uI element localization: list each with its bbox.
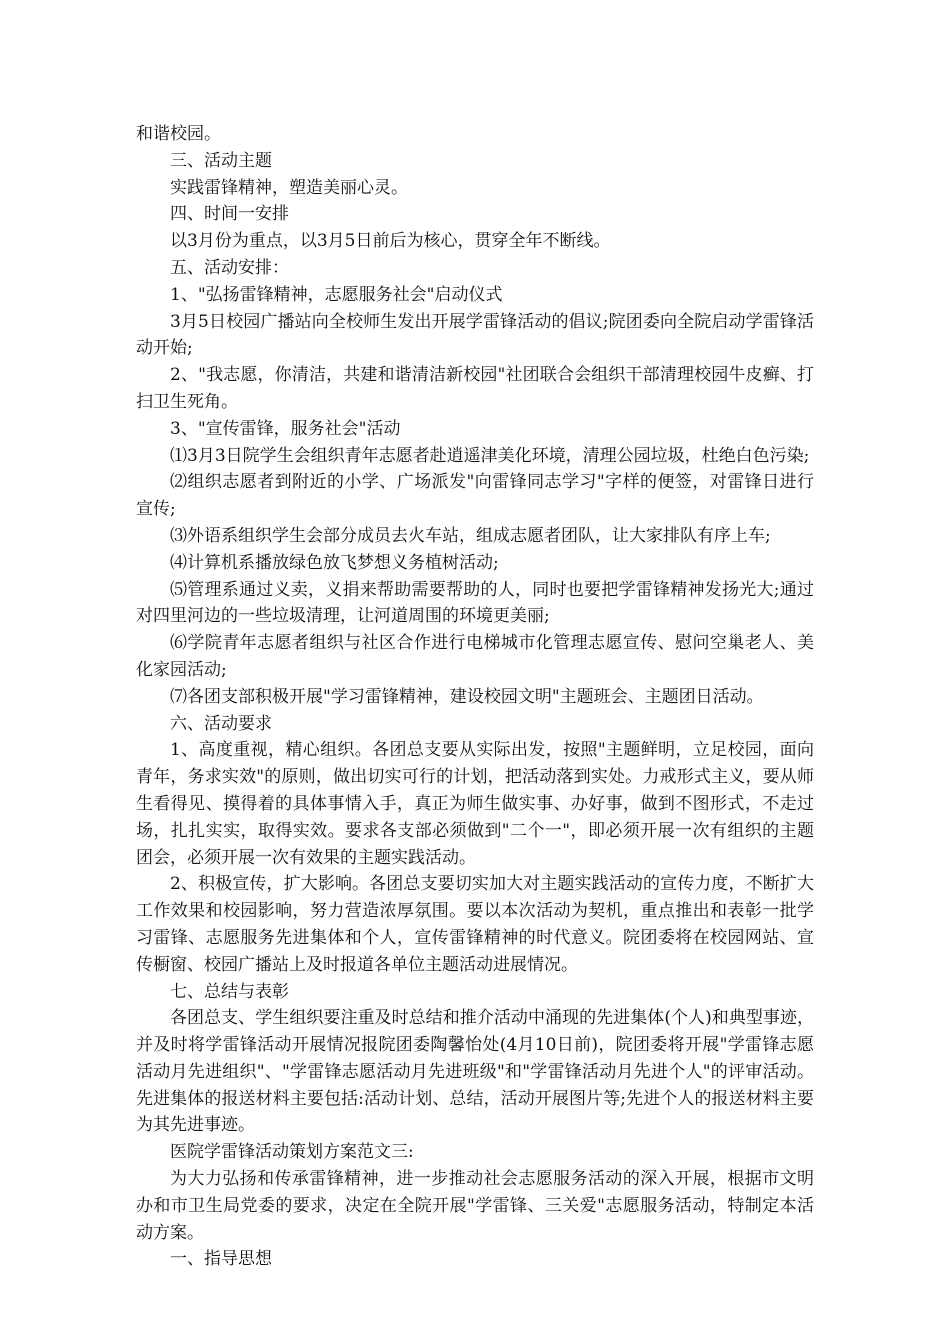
paragraph: 实践雷锋精神，塑造美丽心灵。 [170, 177, 408, 198]
paragraph: 六、活动要求 [170, 713, 272, 734]
paragraph: 2、"我志愿，你清洁，共建和谐清洁新校园"社团联合会组织干部清理校园牛皮癣、打扫卫生死角。 [136, 365, 814, 412]
paragraph: 各团总支、学生组织要注重及时总结和推介活动中涌现的先进集体(个人)和典型事迹，并及时将学雷锋活动开展情况报院团委陶馨怡处(4月10日前)，院团委将开展"学雷锋志愿活动月先进组织"、"学雷锋志愿活动月先进班级"和"学雷锋活动月先进个人"的评审活动。先进集体的报送材料主要包括:活动计划、总结，活动开展图片等;先进个人的报送材料主要为其先进事迹。 [136, 1008, 814, 1136]
paragraph: 和谐校园。 [136, 124, 221, 144]
paragraph: 三、活动主题 [170, 150, 272, 171]
paragraph: ⑶外语系组织学生会部分成员去火车站，组成志愿者团队，让大家排队有序上车; [170, 525, 771, 546]
paragraph: 以3月份为重点，以3月5日前后为核心，贯穿全年不断线。 [170, 231, 611, 252]
paragraph: 1、高度重视，精心组织。各团总支要从实际出发，按照"主题鲜明，立足校园，面向青年，务求实效"的原则，做出切实可行的计划，把活动落到实处。力戒形式主义，要从师生看得见、摸得着的具体事情入手，真正为师生做实事、办好事，做到不图形式，不走过场，扎扎实实，取得实效。要求各支部必须做到"二个一"，即必须开展一次有组织的主题团会，必须开展一次有效果的主题实践活动。 [136, 740, 814, 868]
paragraph: ⑹学院青年志愿者组织与社区合作进行电梯城市化管理志愿宣传、慰问空巢老人、美化家园活动; [136, 633, 814, 680]
paragraph: 3、"宣传雷锋，服务社会"活动 [170, 418, 401, 439]
paragraph: 1、"弘扬雷锋精神，志愿服务社会"启动仪式 [170, 284, 503, 305]
paragraph: ⑴3月3日院学生会组织青年志愿者赴逍遥津美化环境，清理公园垃圾，杜绝白色污染; [170, 445, 810, 466]
paragraph: 医院学雷锋活动策划方案范文三: [170, 1142, 414, 1163]
paragraph: ⑷计算机系播放绿色放飞梦想义务植树活动; [170, 552, 499, 573]
paragraph: ⑸管理系通过义卖，义捐来帮助需要帮助的人，同时也要把学雷锋精神发扬光大;通过对四里河边的一些垃圾清理，让河道周围的环境更美丽; [136, 579, 814, 627]
paragraph: 2、积极宣传，扩大影响。各团总支要切实加大对主题实践活动的宣传力度，不断扩大工作效果和校园影响，努力营造浓厚氛围。要以本次活动为契机，重点推出和表彰一批学习雷锋、志愿服务先进集体和个人，宣传雷锋精神的时代意义。院团委将在校园网站、宣传橱窗、校园广播站上及时报道各单位主题活动进展情况。 [136, 874, 814, 975]
paragraph: 四、时间一安排 [170, 204, 289, 225]
paragraph: ⑵组织志愿者到附近的小学、广场派发"向雷锋同志学习"字样的便签，对雷锋日进行宣传; [136, 472, 814, 520]
paragraph: 3月5日校园广播站向全校师生发出开展学雷锋活动的倡议;院团委向全院启动学雷锋活动开始; [136, 311, 814, 359]
paragraph: ⑺各团支部积极开展"学习雷锋精神，建设校园文明"主题班会、主题团日活动。 [170, 686, 764, 707]
paragraph: 五、活动安排： [170, 257, 289, 278]
document-body [136, 121, 814, 1273]
paragraph: 七、总结与表彰 [170, 981, 289, 1002]
paragraph: 为大力弘扬和传承雷锋精神，进一步推动社会志愿服务活动的深入开展，根据市文明办和市卫生局党委的要求，决定在全院开展"学雷锋、三关爱"志愿服务活动，特制定本活动方案。 [136, 1169, 814, 1243]
paragraph: 一、指导思想 [170, 1249, 272, 1270]
